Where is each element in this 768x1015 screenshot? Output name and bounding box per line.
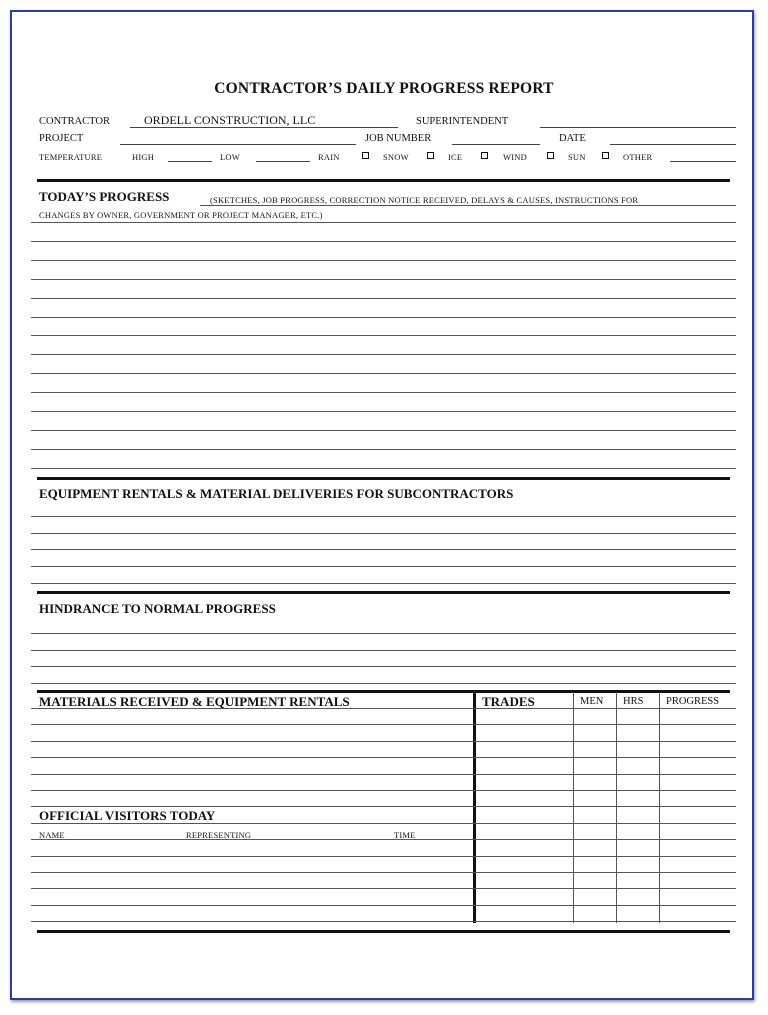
visitors-heading: OFFICIAL VISITORS TODAY [39, 808, 216, 823]
contractor-value: ORDELL CONSTRUCTION, LLC [144, 113, 316, 127]
section-divider [37, 690, 730, 693]
writing-line[interactable] [31, 468, 736, 469]
writing-line[interactable] [31, 241, 736, 242]
writing-line[interactable] [31, 533, 736, 534]
wind-label: WIND [503, 152, 527, 162]
job-number-field[interactable] [452, 144, 540, 145]
equipment-heading: EQUIPMENT RENTALS & MATERIAL DELIVERIES FOR SUBCONTRACTORS [39, 486, 514, 501]
other-field[interactable] [670, 161, 736, 162]
writing-line[interactable] [31, 260, 736, 261]
writing-line[interactable] [31, 549, 736, 550]
writing-line[interactable] [31, 724, 736, 725]
writing-line[interactable] [31, 279, 736, 280]
writing-line[interactable] [31, 449, 736, 450]
visitors-time-column: TIME [394, 830, 416, 840]
writing-line[interactable] [31, 335, 736, 336]
writing-line[interactable] [31, 298, 736, 299]
bottom-divider [37, 930, 730, 933]
section-divider [37, 179, 730, 182]
other-label: OTHER [623, 152, 653, 162]
sun-checkbox[interactable] [547, 152, 554, 159]
writing-line[interactable] [31, 905, 736, 906]
snow-checkbox[interactable] [362, 152, 369, 159]
hrs-header: HRS [623, 696, 644, 707]
report-title: CONTRACTOR’S DAILY PROGRESS REPORT [214, 80, 554, 97]
men-header: MEN [580, 696, 604, 707]
rain-label: RAIN [318, 152, 340, 162]
writing-line[interactable] [31, 650, 736, 651]
writing-line[interactable] [31, 806, 736, 807]
writing-line[interactable] [31, 373, 736, 374]
writing-line[interactable] [31, 411, 736, 412]
todays-progress-note-1: (SKETCHES, JOB PROGRESS, CORRECTION NOTICE RECEIVED, DELAYS & CAUSES, INSTRUCTIONS FOR [210, 195, 639, 205]
temperature-label: TEMPERATURE [39, 152, 103, 162]
high-label: HIGH [132, 152, 155, 162]
writing-line[interactable] [31, 790, 736, 791]
writing-line[interactable] [31, 430, 736, 431]
visitors-representing-column: REPRESENTING [186, 830, 252, 840]
writing-line[interactable] [31, 921, 736, 922]
writing-line[interactable] [31, 566, 736, 567]
hindrance-heading: HINDRANCE TO NORMAL PROGRESS [39, 601, 276, 616]
writing-line[interactable] [31, 708, 736, 709]
writing-line[interactable] [31, 222, 736, 223]
wind-checkbox[interactable] [481, 152, 488, 159]
writing-line[interactable] [31, 888, 736, 889]
sun-label: SUN [568, 152, 586, 162]
snow-label: SNOW [383, 152, 409, 162]
writing-line[interactable] [31, 872, 736, 873]
ice-label: ICE [448, 152, 463, 162]
writing-line[interactable] [31, 583, 736, 584]
writing-line[interactable] [31, 633, 736, 634]
writing-line[interactable] [31, 683, 736, 684]
section-divider [37, 477, 730, 480]
low-field[interactable] [256, 161, 310, 162]
writing-line[interactable] [31, 757, 736, 758]
writing-line[interactable] [31, 774, 736, 775]
note-line [200, 205, 736, 206]
todays-progress-heading: TODAY’S PROGRESS [39, 189, 170, 204]
materials-heading: MATERIALS RECEIVED & EQUIPMENT RENTALS [39, 694, 350, 709]
date-field[interactable] [610, 144, 736, 145]
writing-line[interactable] [31, 354, 736, 355]
project-field[interactable] [120, 144, 356, 145]
ice-checkbox[interactable] [427, 152, 434, 159]
writing-line[interactable] [31, 839, 736, 840]
job-number-label: JOB NUMBER [365, 133, 432, 144]
trades-header: TRADES [482, 694, 535, 709]
writing-line[interactable] [31, 392, 736, 393]
todays-progress-note-2: CHANGES BY OWNER, GOVERNMENT OR PROJECT MANAGER, ETC.) [39, 210, 323, 220]
writing-line[interactable] [31, 666, 736, 667]
superintendent-label: SUPERINTENDENT [416, 116, 509, 127]
writing-line[interactable] [31, 317, 736, 318]
writing-line[interactable] [31, 856, 736, 857]
contractor-field[interactable] [130, 127, 398, 128]
contractor-label: CONTRACTOR [39, 116, 110, 127]
writing-line[interactable] [31, 516, 736, 517]
high-field[interactable] [168, 161, 212, 162]
other-checkbox[interactable] [602, 152, 609, 159]
low-label: LOW [220, 152, 240, 162]
superintendent-field[interactable] [540, 127, 736, 128]
progress-header: PROGRESS [666, 696, 720, 707]
date-label: DATE [559, 133, 586, 144]
section-divider [37, 591, 730, 594]
project-label: PROJECT [39, 133, 84, 144]
writing-line[interactable] [31, 741, 736, 742]
visitors-name-column: NAME [39, 830, 65, 840]
